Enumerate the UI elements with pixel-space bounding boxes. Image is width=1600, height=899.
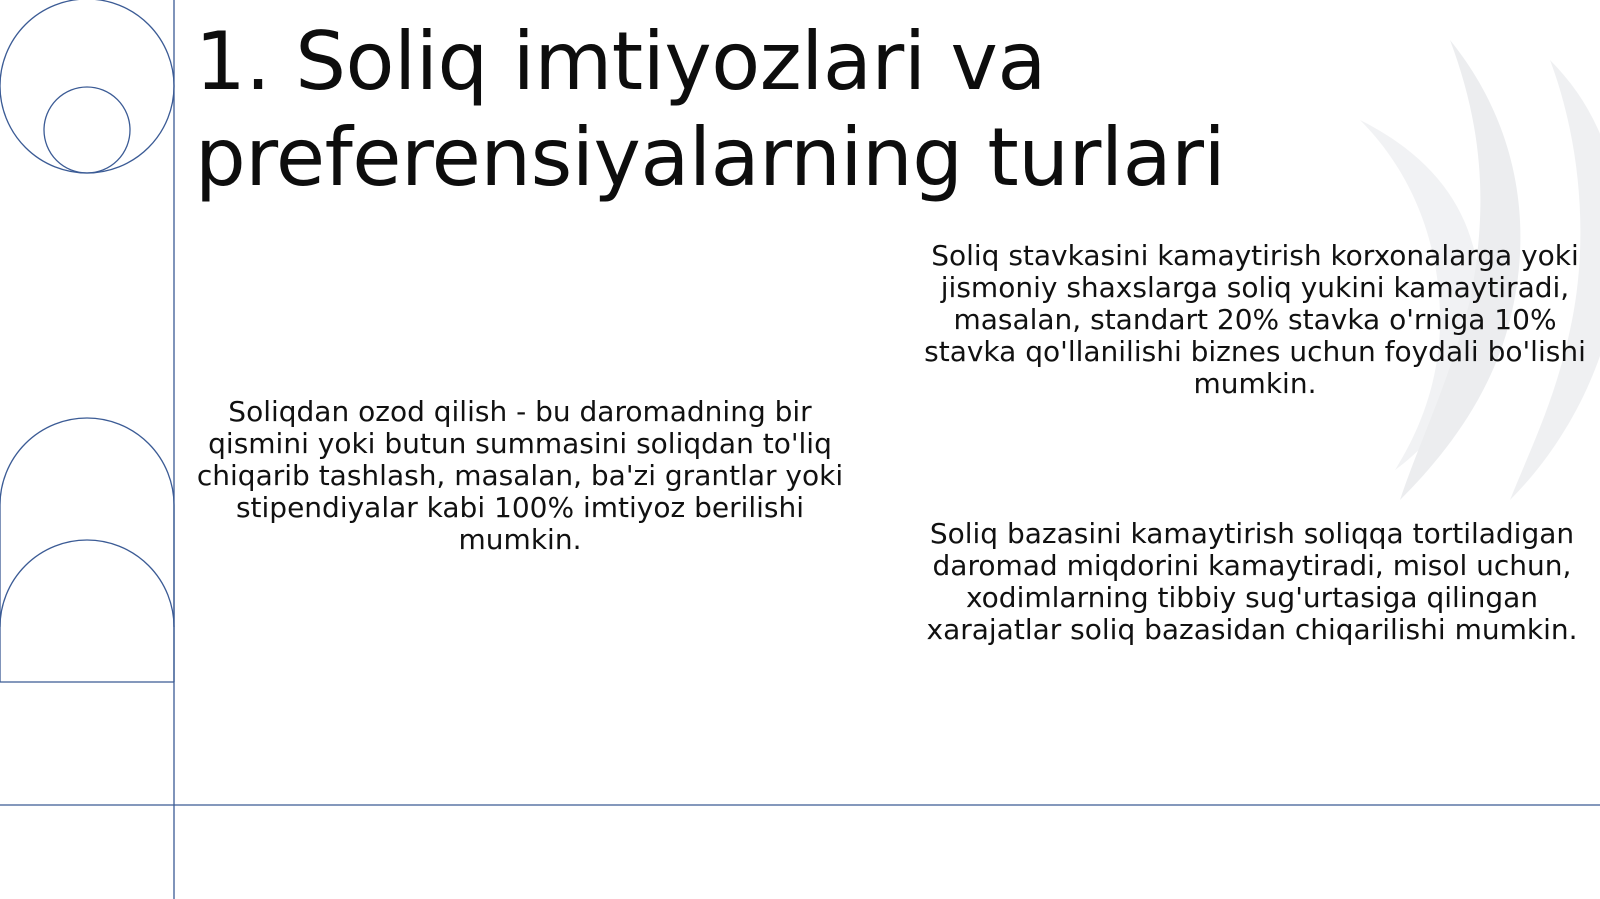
text-block-rate-reduction: Soliq stavkasini kamaytirish korxonalarga yoki jismoniy shaxslarga soliq yukini kamaytiradi, masalan, standart 20% stavka o'rniga 10% stavka qo'llanilishi biznes uchun foydali bo'lishi mumkin. xyxy=(924,239,1586,400)
slide-title xyxy=(195,14,1395,206)
text-block-base-reduction: Soliq bazasini kamaytirish soliqqa tortiladigan daromad miqdorini kamaytiradi, misol uchun, xodimlarning tibbiy sug'urtasiga qilingan xarajatlar soliq bazasidan chiqarilishi mumkin. xyxy=(926,517,1578,646)
lower-arch xyxy=(0,540,174,627)
small-circle xyxy=(44,87,130,173)
title-line-1: 1. Soliq imtiyozlari va xyxy=(195,15,1046,108)
text-block-tax-exemption: Soliqdan ozod qilish - bu daromadning bir qismini yoki butun summasini soliqdan to'liq chiqarib tashlash, masalan, ba'zi grantlar yoki stipendiyalar kabi 100% imtiyoz berilishi mumkin. xyxy=(196,395,844,556)
title-line-2: preferensiyalarning turlari xyxy=(195,111,1226,204)
upper-arch xyxy=(0,418,174,505)
